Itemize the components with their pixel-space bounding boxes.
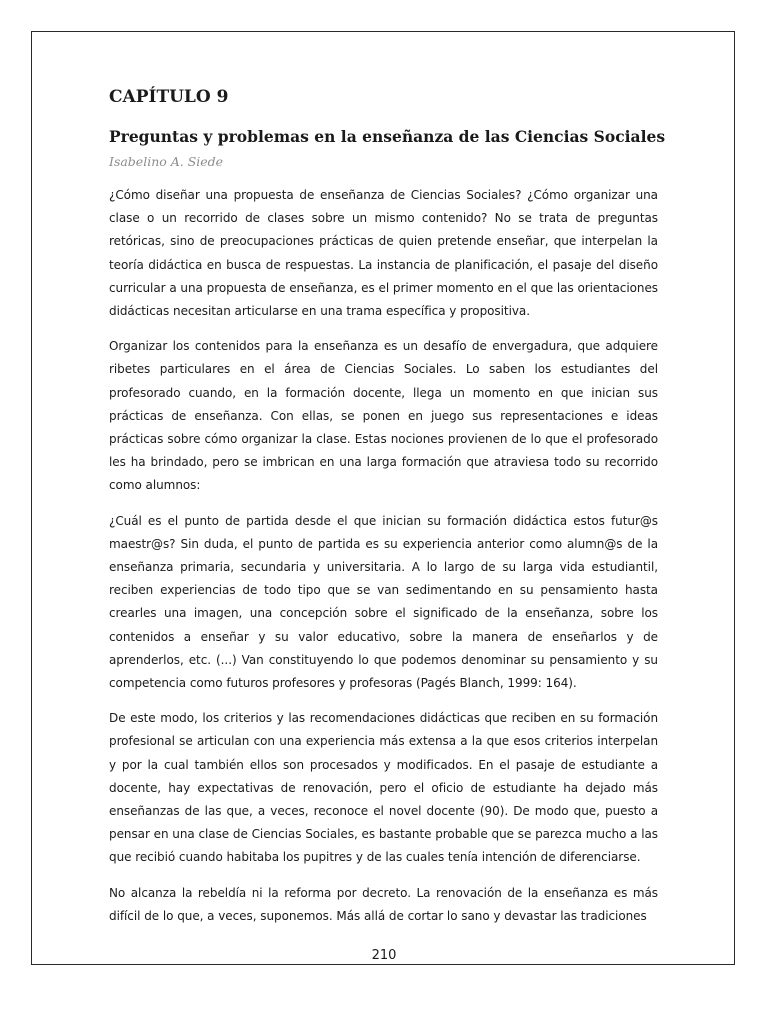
- paragraph: De este modo, los criterios y las recomendaciones didácticas que reciben en su formación profesional se articulan con una experiencia más extensa a la que esos criterios interpelan y por la cual también ellos son procesados y modificados. En el pasaje de estudiante a docente, hay expectativas de renovación, pero el oficio de estudiante ha dejado más enseñanzas de las que, a veces, reconoce el novel docente (90). De modo que, puesto a pensar en una clase de Ciencias Sociales, es bastante probable que se parezca mucho a las que recibió cuando habitaba los pupitres y de las cuales tenía intención de diferenciarse.: [109, 711, 658, 865]
- chapter-author: Isabelino A. Siede: [109, 154, 224, 169]
- page-content: [109, 86, 666, 940]
- page-number: 210: [371, 948, 397, 963]
- paragraph: ¿Cómo diseñar una propuesta de enseñanza de Ciencias Sociales? ¿Cómo organizar una clase o un recorrido de clases sobre un mismo contenido? No se trata de preguntas retóricas, sino de preocupaciones prácticas de quien pretende enseñar, que interpelan la teoría didáctica en busca de respuestas. La instancia de planificación, el pasaje del diseño curricular a una propuesta de enseñanza, es el primer momento en el que las orientaciones didácticas necesitan articularse en una trama específica y propositiva.: [109, 188, 658, 319]
- chapter-label: CAPÍTULO 9: [109, 87, 229, 107]
- block-quote: ¿Cuál es el punto de partida desde el que inician su formación didáctica estos futur@s maestr@s? Sin duda, el punto de partida es su experiencia anterior como alumn@s de la enseñanza primaria, secundaria y universitaria. A lo largo de su larga vida estudiantil, reciben experiencias de todo tipo que se van sedimentando en su pensamiento hasta crearles una imagen, una concepción sobre el significado de la enseñanza, sobre los contenidos a enseñar y su valor educativo, sobre la manera de enseñarlos y de aprenderlos, etc. (...) Van constituyendo lo que podemos denominar su pensamiento y su competencia como futuros profesores y profesoras (Pagés Blanch, 1999: 164).: [109, 513, 658, 691]
- body-text: [109, 184, 658, 928]
- chapter-title: Preguntas y problemas en la enseñanza de las Ciencias Sociales: [109, 127, 666, 146]
- paragraph: No alcanza la rebeldía ni la reforma por decreto. La renovación de la enseñanza es más difícil de lo que, a veces, suponemos. Más allá de cortar lo sano y devastar las tradiciones: [109, 885, 658, 923]
- paragraph: Organizar los contenidos para la enseñanza es un desafío de envergadura, que adquiere ribetes particulares en el área de Ciencias Sociales. Lo saben los estudiantes del profesorado cuando, en la formación docente, llega un momento en que inician sus prácticas de enseñanza. Con ellas, se ponen en juego sus representaciones e ideas prácticas sobre cómo organizar la clase. Estas nociones provienen de lo que el profesorado les ha brindado, pero se imbrican en una larga formación que atraviesa todo su recorrido como alumnos:: [109, 339, 658, 493]
